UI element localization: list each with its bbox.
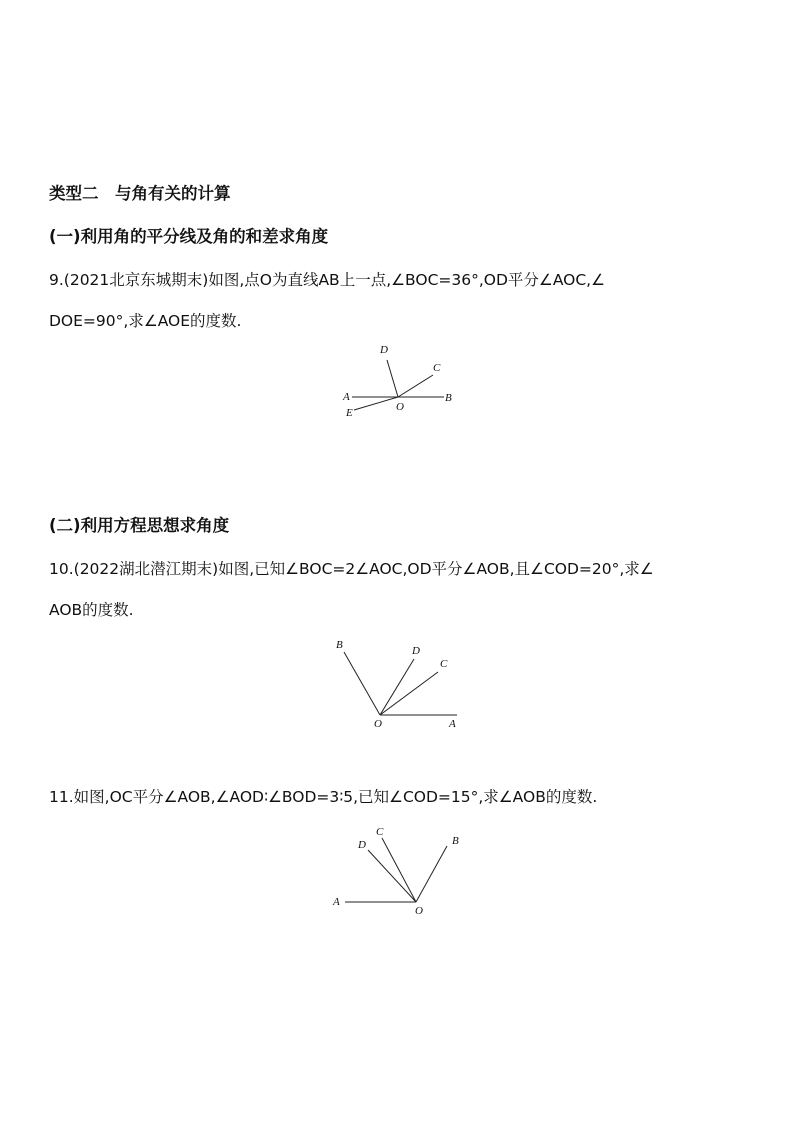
label-d: D <box>380 344 388 356</box>
question-9-figure <box>330 340 470 420</box>
label-e: E <box>346 407 353 419</box>
label-o: O <box>415 905 423 917</box>
question-10-line-2: AOB的度数. <box>49 601 134 619</box>
question-10-line-1: 10.(2022湖北潜江期末)如图,已知∠BOC=2∠AOC,OD平分∠AOB,且∠COD=20°,求∠ <box>49 560 654 578</box>
label-c: C <box>433 362 441 374</box>
question-9-line-2: DOE=90°,求∠AOE的度数. <box>49 312 242 330</box>
ray-od <box>380 659 414 715</box>
label-d: D <box>412 645 420 657</box>
label-c: C <box>440 658 448 670</box>
question-10-figure <box>330 632 470 732</box>
ray-oe <box>354 397 398 410</box>
section-title-equation: (二)利用方程思想求角度 <box>49 516 230 535</box>
label-d: D <box>358 839 366 851</box>
ray-ob <box>416 846 447 902</box>
label-b: B <box>452 835 459 847</box>
ray-od <box>387 360 398 397</box>
label-o: O <box>396 401 404 413</box>
type-heading: 类型二 与角有关的计算 <box>49 184 231 203</box>
label-b: B <box>445 392 452 404</box>
ray-oc <box>380 672 438 715</box>
label-c: C <box>376 826 384 838</box>
ray-oc <box>398 375 433 397</box>
question-11-line-1: 11.如图,OC平分∠AOB,∠AOD∶∠BOD=3∶5,已知∠COD=15°,求∠AOB的度数. <box>49 788 598 806</box>
question-9-line-1: 9.(2021北京东城期末)如图,点O为直线AB上一点,∠BOC=36°,OD平分∠AOC,∠ <box>49 271 605 289</box>
label-o: O <box>374 718 382 730</box>
question-11-figure <box>326 822 476 922</box>
label-a: A <box>343 391 350 403</box>
label-a: A <box>449 718 456 730</box>
label-a: A <box>333 896 340 908</box>
section-title-angle-bisector: (一)利用角的平分线及角的和差求角度 <box>49 227 329 246</box>
label-b: B <box>336 639 343 651</box>
ray-ob <box>344 652 380 715</box>
